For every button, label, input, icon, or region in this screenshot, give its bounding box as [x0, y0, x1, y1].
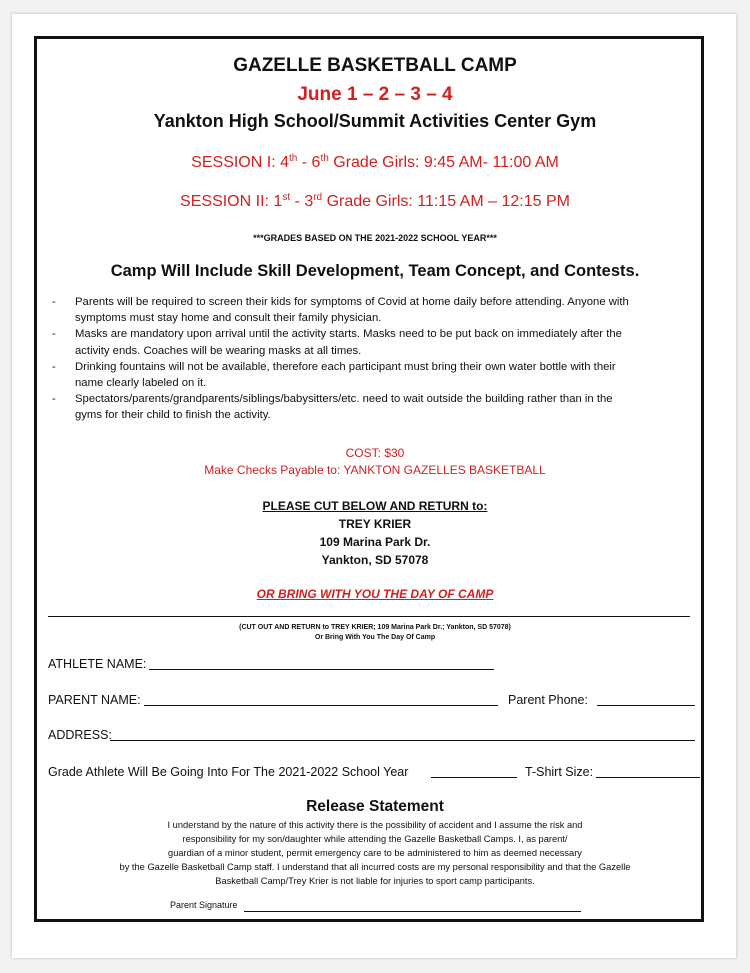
camp-includes-heading: Camp Will Include Skill Development, Team Concept, and Contests. — [110, 262, 640, 280]
cost-text: COST: $30 — [345, 446, 405, 460]
camp-dates: June 1 – 2 – 3 – 4 — [297, 84, 453, 105]
camp-title: GAZELLE BASKETBALL CAMP — [233, 55, 517, 76]
bullet-dash: - — [52, 393, 56, 406]
release-line: Basketball Camp/Trey Krier is not liable for injuries to sport camp participants. — [215, 876, 535, 886]
rule-item: - Masks are mandatory upon arrival until the activity starts. Masks need to be put back on immediately after the activity ends. Coaches will be wearing masks at all times. — [52, 328, 622, 357]
release-statement-title: Release Statement — [306, 798, 444, 815]
parent-signature-field[interactable] — [244, 899, 581, 917]
bullet-dash: - — [52, 328, 56, 341]
rules-list — [52, 294, 702, 424]
parent-name-label: PARENT NAME: — [48, 693, 141, 707]
return-street: 109 Marina Park Dr. — [319, 535, 431, 549]
release-line: I understand by the nature of this activity there is the possibility of accident and I assume the risk and — [167, 820, 583, 830]
grade-field[interactable] — [431, 765, 517, 783]
release-line: by the Gazelle Basketball Camp staff. I understand that all incurred costs are my personal responsibility and that the Gazelle — [119, 862, 631, 872]
return-city: Yankton, SD 57078 — [321, 553, 429, 567]
session-1: SESSION I: 4th - 6th Grade Girls: 9:45 AM- 11:00 AM — [191, 153, 559, 171]
parent-name-field[interactable] — [144, 693, 498, 711]
session-2: SESSION II: 1st - 3rd Grade Girls: 11:15 AM – 12:15 PM — [180, 192, 570, 210]
address-label: ADDRESS: — [48, 728, 112, 742]
return-name: TREY KRIER — [338, 517, 412, 531]
cut-note-line1: (CUT OUT AND RETURN to TREY KRIER; 109 Marina Park Dr.; Yankton, SD 57078) — [239, 624, 511, 631]
tshirt-size-label: T-Shirt Size: — [525, 765, 594, 779]
grades-note: ***GRADES BASED ON THE 2021-2022 SCHOOL YEAR*** — [253, 233, 497, 243]
address-field[interactable] — [110, 728, 695, 746]
parent-signature-label: Parent Signature — [170, 900, 238, 910]
bullet-dash: - — [52, 360, 56, 373]
rule-item: - Parents will be required to screen their kids for symptoms of Covid at home daily before attending. Anyone with symptoms must stay home and consult their family physician. — [52, 296, 629, 325]
bullet-dash: - — [52, 296, 56, 308]
checks-payable-text: Make Checks Payable to: YANKTON GAZELLES BASKETBALL — [204, 463, 546, 477]
parent-phone-field[interactable] — [597, 693, 695, 711]
camp-location: Yankton High School/Summit Activities Center Gym — [153, 111, 597, 131]
return-heading: PLEASE CUT BELOW AND RETURN to: — [262, 499, 488, 513]
athlete-name-field[interactable] — [149, 657, 494, 675]
rule-item: - Drinking fountains will not be available, therefore each participant must bring their own water bottle with their name clearly labeled on it. — [52, 360, 616, 390]
cut-note-line2: Or Bring With You The Day Of Camp — [314, 634, 436, 641]
athlete-name-label: ATHLETE NAME: — [48, 657, 147, 671]
parent-phone-label: Parent Phone: — [508, 693, 588, 707]
bring-note: OR BRING WITH YOU THE DAY OF CAMP — [256, 587, 494, 601]
cut-line — [48, 616, 690, 617]
release-line: guardian of a minor student, permit emergency care to be administered to him as deemed necessary — [168, 848, 582, 858]
grade-label: Grade Athlete Will Be Going Into For The 2021-2022 School Year — [48, 765, 409, 779]
rule-item: - Spectators/parents/grandparents/siblings/babysitters/etc. need to wait outside the building rather than in the gyms for their child to finish the activity. — [52, 393, 613, 422]
tshirt-size-field[interactable] — [596, 765, 700, 783]
release-line: responsibility for my son/daughter while attending the Gazelle Basketball Camps. I, as parent/ — [182, 834, 568, 844]
